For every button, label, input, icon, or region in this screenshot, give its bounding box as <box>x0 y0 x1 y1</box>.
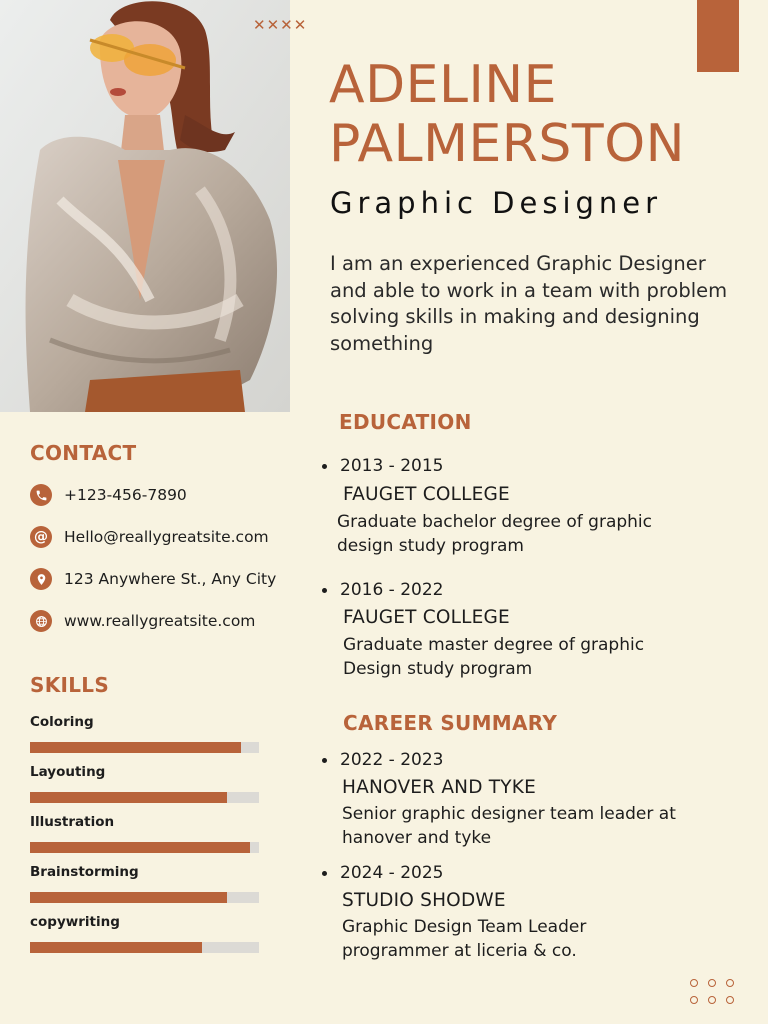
skills-heading: SKILLS <box>30 673 110 697</box>
skill-bar-fill <box>30 892 227 903</box>
skill-bar <box>30 942 259 953</box>
contact-website-text: www.reallygreatsite.com <box>64 612 256 630</box>
contact-address <box>30 567 276 591</box>
education-1-org: FAUGET COLLEGE <box>343 484 510 505</box>
dot-decoration <box>726 996 734 1004</box>
contact-phone-text: +123-456-7890 <box>64 486 187 504</box>
career-heading: CAREER SUMMARY <box>343 711 558 735</box>
contact-email <box>30 525 269 549</box>
portrait-illustration <box>0 0 290 412</box>
skill-bar-fill <box>30 942 202 953</box>
skill-bar <box>30 892 259 903</box>
career-2-years: 2024 - 2025 <box>340 863 444 883</box>
education-2-desc: Graduate master degree of graphic Design study program <box>343 635 645 679</box>
profile-summary: I am an experienced Graphic Designer and able to work in a team with problem solving skills in making and designing something <box>330 252 728 355</box>
skill-bar <box>30 842 259 853</box>
list-bullet <box>322 588 327 593</box>
contact-heading: CONTACT <box>30 441 137 465</box>
education-2-years: 2016 - 2022 <box>340 580 444 600</box>
dot-decoration <box>708 979 716 987</box>
decorative-dots <box>690 979 746 1004</box>
globe-icon <box>30 610 52 632</box>
career-1-desc: Senior graphic designer team leader at hanover and tyke <box>342 804 676 848</box>
education-2-org: FAUGET COLLEGE <box>343 607 510 628</box>
skill-bar-fill <box>30 742 241 753</box>
dot-decoration <box>708 996 716 1004</box>
contact-email-text: Hello@reallygreatsite.com <box>64 528 269 546</box>
list-bullet <box>322 758 327 763</box>
skill-label: Brainstorming <box>30 864 139 880</box>
decorative-x-marks: ✕✕✕✕ <box>253 16 308 34</box>
skill-label: Layouting <box>30 764 106 780</box>
education-heading: EDUCATION <box>339 410 472 434</box>
list-bullet <box>322 871 327 876</box>
person-name <box>329 56 749 174</box>
list-bullet <box>322 464 327 469</box>
contact-phone <box>30 483 187 507</box>
dot-decoration <box>690 979 698 987</box>
dot-decoration <box>726 979 734 987</box>
career-2-desc: Graphic Design Team Leader programmer at liceria & co. <box>342 917 587 961</box>
career-2-org: STUDIO SHODWE <box>342 890 506 911</box>
dot-decoration <box>690 996 698 1004</box>
email-icon: @ <box>30 526 52 548</box>
first-name: ADELINE <box>329 55 558 115</box>
contact-website <box>30 609 255 633</box>
location-icon <box>30 568 52 590</box>
career-1-org: HANOVER AND TYKE <box>342 777 536 798</box>
profile-photo <box>0 0 290 412</box>
contact-address-text: 123 Anywhere St., Any City <box>64 570 277 588</box>
last-name: PALMERSTON <box>329 114 686 174</box>
skill-label: Coloring <box>30 714 94 730</box>
skill-label: Illustration <box>30 814 115 830</box>
career-1-years: 2022 - 2023 <box>340 750 444 770</box>
education-1-years: 2013 - 2015 <box>340 456 444 476</box>
phone-icon <box>30 484 52 506</box>
skill-bar-fill <box>30 792 227 803</box>
skill-bar <box>30 742 259 753</box>
skill-bar-fill <box>30 842 250 853</box>
skill-bar <box>30 792 259 803</box>
job-title: Graphic Designer <box>330 186 663 220</box>
skill-label: copywriting <box>30 914 120 930</box>
education-1-desc: Graduate bachelor degree of graphic design study program <box>337 512 652 556</box>
